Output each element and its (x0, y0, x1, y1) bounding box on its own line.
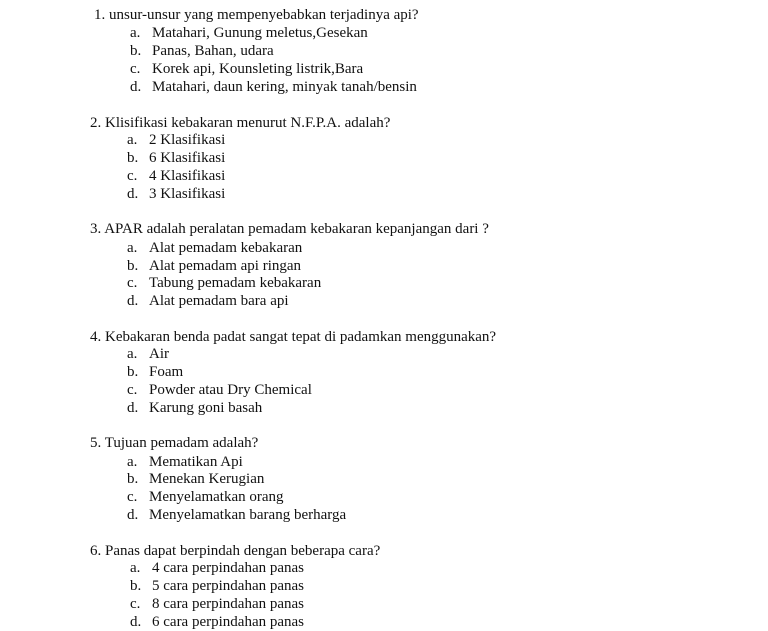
question-text: Panas dapat berpindah dengan beberapa cara? (105, 543, 381, 559)
option-letter: a. (130, 25, 141, 41)
question-1-stem (94, 6, 419, 24)
option-5b (127, 470, 264, 488)
question-number: 2. (90, 115, 102, 131)
option-letter: b. (127, 471, 139, 487)
option-3d (127, 292, 289, 310)
option-letter: b. (130, 43, 142, 59)
option-3b (127, 257, 301, 275)
option-text: Powder atau Dry Chemical (149, 382, 312, 398)
option-text: Air (149, 346, 169, 362)
option-letter: a. (127, 132, 138, 148)
option-letter: d. (127, 293, 139, 309)
option-letter: a. (130, 560, 141, 576)
option-text: Mematikan Api (149, 454, 243, 470)
option-1a (130, 24, 368, 42)
option-6b (130, 577, 304, 595)
option-letter: b. (127, 150, 139, 166)
option-letter: c. (127, 168, 138, 184)
option-letter: d. (127, 400, 139, 416)
question-text: unsur-unsur yang mempenyebabkan terjadinya api? (109, 7, 419, 23)
option-letter: b. (130, 578, 142, 594)
option-4b (127, 363, 183, 381)
question-number: 6. (90, 543, 102, 559)
question-2-stem (90, 114, 390, 132)
option-text: Alat pemadam kebakaran (149, 240, 303, 256)
option-5d (127, 506, 346, 524)
option-1d (130, 78, 417, 96)
option-letter: b. (127, 364, 139, 380)
option-text: Matahari, daun kering, minyak tanah/bensin (152, 79, 417, 95)
option-text: Alat pemadam bara api (149, 293, 289, 309)
option-letter: d. (127, 507, 139, 523)
question-number: 3. (90, 221, 102, 237)
option-6d (130, 613, 304, 631)
question-5-stem (90, 434, 258, 452)
question-number: 1. (94, 7, 106, 23)
option-2c (127, 167, 225, 185)
option-letter: d. (130, 614, 142, 630)
option-4a (127, 345, 169, 363)
option-letter: d. (130, 79, 142, 95)
question-3-stem (90, 220, 489, 238)
option-letter: a. (127, 346, 138, 362)
option-text: 6 Klasifikasi (149, 150, 226, 166)
option-letter: c. (127, 382, 138, 398)
option-3a (127, 239, 302, 257)
option-letter: c. (130, 596, 141, 612)
option-text: Matahari, Gunung meletus,Gesekan (152, 25, 368, 41)
question-text: Kebakaran benda padat sangat tepat di padamkan menggunakan? (105, 329, 497, 345)
option-text: Menyelamatkan orang (149, 489, 284, 505)
option-1b (130, 42, 274, 60)
option-text: Menyelamatkan barang berharga (149, 507, 347, 523)
question-4-stem (90, 328, 496, 346)
option-5a (127, 453, 243, 471)
question-text: APAR adalah peralatan pemadam kebakaran kepanjangan dari ? (104, 221, 489, 237)
question-text: Klisifikasi kebakaran menurut N.F.P.A. adalah? (105, 115, 391, 131)
option-text: Korek api, Kounsleting listrik,Bara (152, 61, 364, 77)
option-5c (127, 488, 284, 506)
option-text: 6 cara perpindahan panas (152, 614, 305, 630)
option-text: Alat pemadam api ringan (149, 258, 302, 274)
option-text: 3 Klasifikasi (149, 186, 226, 202)
option-text: 5 cara perpindahan panas (152, 578, 305, 594)
option-1c (130, 60, 363, 78)
option-text: 4 cara perpindahan panas (152, 560, 305, 576)
option-letter: c. (127, 489, 138, 505)
option-2a (127, 131, 225, 149)
option-text: Tabung pemadam kebakaran (149, 275, 322, 291)
option-text: Foam (149, 364, 184, 380)
option-text: 2 Klasifikasi (149, 132, 226, 148)
option-4c (127, 381, 312, 399)
option-letter: c. (127, 275, 138, 291)
option-text: Karung goni basah (149, 400, 263, 416)
option-6a (130, 559, 304, 577)
option-letter: a. (127, 240, 138, 256)
option-text: 4 Klasifikasi (149, 168, 226, 184)
option-text: Panas, Bahan, udara (152, 43, 274, 59)
option-2d (127, 185, 225, 203)
option-letter: d. (127, 186, 139, 202)
question-6-stem (90, 542, 380, 560)
option-letter: a. (127, 454, 138, 470)
option-3c (127, 274, 321, 292)
option-text: 8 cara perpindahan panas (152, 596, 305, 612)
option-letter: c. (130, 61, 141, 77)
option-letter: b. (127, 258, 139, 274)
question-number: 4. (90, 329, 102, 345)
option-2b (127, 149, 225, 167)
option-text: Menekan Kerugian (149, 471, 265, 487)
question-text: Tujuan pemadam adalah? (104, 435, 259, 451)
option-4d (127, 399, 262, 417)
question-number: 5. (90, 435, 102, 451)
option-6c (130, 595, 304, 613)
